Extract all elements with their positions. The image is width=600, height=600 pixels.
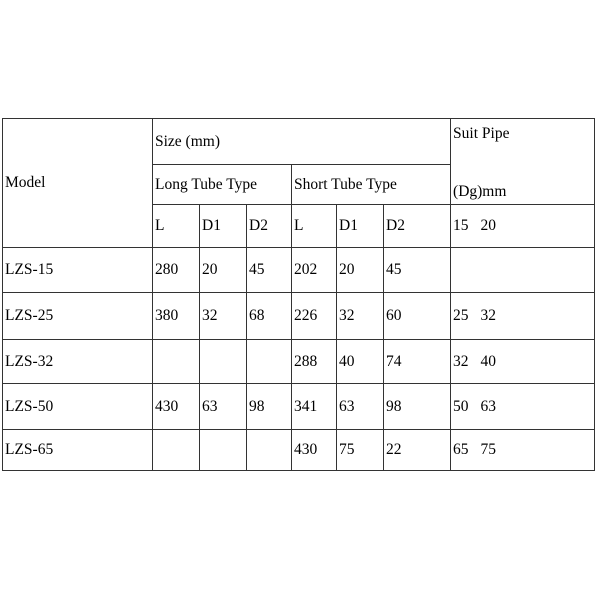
long-d1-cell: 20	[200, 248, 247, 293]
suit-pipe-cell	[451, 248, 595, 293]
long-l-cell	[153, 340, 200, 384]
long-d2-cell: 45	[247, 248, 292, 293]
long-l-header: L	[153, 205, 200, 248]
table-row	[3, 293, 595, 340]
short-d1-cell: 32	[337, 293, 384, 340]
short-d2-header: D2	[384, 205, 451, 248]
size-header: Size (mm)	[155, 132, 220, 150]
size-header-cell	[153, 119, 451, 165]
short-d1-cell: 63	[337, 384, 384, 430]
short-d1-cell: 75	[337, 430, 384, 471]
pipe-a-value: 65	[453, 441, 469, 459]
long-l-cell	[153, 430, 200, 471]
pipe-a-value: 32	[453, 352, 469, 370]
short-d2-cell: 60	[384, 293, 451, 340]
pipe-b-value: 40	[480, 352, 497, 370]
table-row	[3, 430, 595, 471]
model-cell: LZS-25	[3, 293, 153, 340]
long-d2-cell: 68	[247, 293, 292, 340]
short-d1-header: D1	[337, 205, 384, 248]
short-l-cell: 226	[292, 293, 337, 340]
short-d2-cell: 98	[384, 384, 451, 430]
long-d1-cell	[200, 340, 247, 384]
suit-pipe-header	[453, 125, 594, 200]
long-tube-header-cell	[153, 165, 292, 205]
model-cell: LZS-32	[3, 340, 153, 384]
short-tube-header: Short Tube Type	[294, 175, 397, 193]
short-l-cell: 430	[292, 430, 337, 471]
short-d1-cell: 40	[337, 340, 384, 384]
suit-pipe-header-cell	[451, 119, 595, 205]
short-d1-cell: 20	[337, 248, 384, 293]
pipe-b-header: 20	[480, 217, 497, 235]
long-d1-cell: 63	[200, 384, 247, 430]
long-l-cell: 380	[153, 293, 200, 340]
suit-pipe-cell	[451, 430, 595, 471]
long-d1-header: D1	[200, 205, 247, 248]
header-row-size	[3, 119, 595, 165]
pipe-a-value: 50	[453, 397, 469, 415]
long-d1-cell: 32	[200, 293, 247, 340]
short-l-header: L	[292, 205, 337, 248]
long-d2-cell	[247, 430, 292, 471]
short-tube-header-cell	[292, 165, 451, 205]
short-d2-cell: 22	[384, 430, 451, 471]
long-tube-header: Long Tube Type	[155, 175, 257, 193]
pipe-a-value: 25	[453, 307, 469, 325]
pipe-a-header: 15	[453, 217, 469, 235]
model-header-cell	[3, 119, 153, 248]
suit-pipe-cell	[451, 293, 595, 340]
pipe-b-value: 63	[480, 397, 497, 415]
spec-table	[2, 118, 595, 471]
suit-pipe-cell	[451, 340, 595, 384]
table-row	[3, 384, 595, 430]
model-cell: LZS-50	[3, 384, 153, 430]
short-d2-cell: 74	[384, 340, 451, 384]
short-l-cell: 341	[292, 384, 337, 430]
pipe-b-value: 75	[480, 441, 497, 459]
long-d2-cell	[247, 340, 292, 384]
short-l-cell: 288	[292, 340, 337, 384]
model-header: Model	[5, 174, 46, 192]
model-cell: LZS-65	[3, 430, 153, 471]
short-l-cell: 202	[292, 248, 337, 293]
suit-pipe-header-line2: (Dg)mm	[453, 182, 507, 200]
short-d2-cell: 45	[384, 248, 451, 293]
long-l-cell: 280	[153, 248, 200, 293]
suit-pipe-cell	[451, 384, 595, 430]
table-row	[3, 248, 595, 293]
long-d2-cell: 98	[247, 384, 292, 430]
suit-pipe-header-line1: Suit Pipe	[453, 125, 510, 142]
pipe-b-value: 32	[480, 307, 497, 325]
long-d2-header: D2	[247, 205, 292, 248]
table-row	[3, 340, 595, 384]
long-d1-cell	[200, 430, 247, 471]
model-cell: LZS-15	[3, 248, 153, 293]
pipe-size-header	[451, 205, 595, 248]
long-l-cell: 430	[153, 384, 200, 430]
